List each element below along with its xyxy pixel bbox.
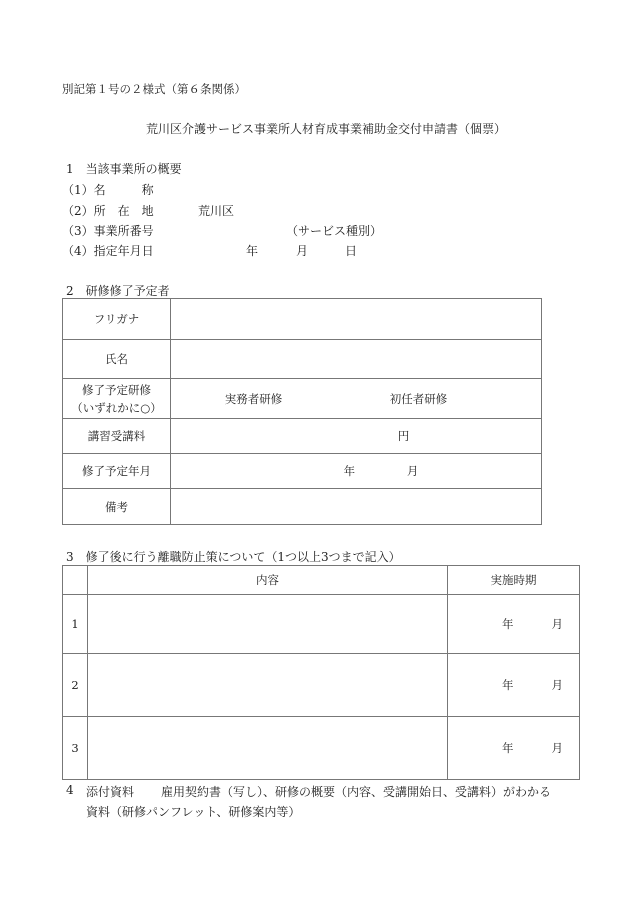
facility-name-row bbox=[62, 181, 154, 198]
measure-period-field[interactable]: 年 月 bbox=[448, 654, 580, 717]
yen-unit: 円 bbox=[397, 429, 410, 443]
row-number: 1 bbox=[63, 595, 88, 654]
furigana-label: フリガナ bbox=[63, 299, 171, 340]
facility-name-label: （1）名 称 bbox=[62, 183, 154, 197]
section4-number: 4 bbox=[66, 783, 74, 797]
attachments-text-line1: 雇用契約書（写し）、研修の概要（内容、受講開始日、受講料）がわかる bbox=[161, 785, 552, 799]
facility-number-label: （3）事業所番号 bbox=[62, 224, 154, 238]
column-header-period: 実施時期 bbox=[448, 566, 580, 595]
section4-label: 添付資料 bbox=[86, 785, 135, 799]
section3-heading: 3 修了後に行う離職防止策について（1つ以上3つまで記入） bbox=[66, 550, 401, 564]
table-header-row bbox=[63, 566, 580, 595]
table-row bbox=[63, 489, 542, 525]
option-initial-training[interactable]: 初任者研修 bbox=[389, 391, 448, 406]
column-header-no bbox=[63, 566, 88, 595]
column-header-content: 内容 bbox=[88, 566, 448, 595]
table-row bbox=[63, 654, 580, 717]
section2-heading: 2 研修修了予定者 bbox=[66, 284, 170, 298]
tuition-label: 講習受講料 bbox=[63, 419, 171, 454]
name-field[interactable] bbox=[171, 340, 542, 379]
designation-month: 月 bbox=[296, 244, 309, 258]
attachments-text-line2: 資料（研修パンフレット、研修案内等） bbox=[86, 805, 301, 819]
table-row bbox=[63, 595, 580, 654]
completion-date-field[interactable] bbox=[171, 454, 542, 489]
address-label: （2）所 在 地 bbox=[62, 204, 154, 218]
table-row bbox=[63, 299, 542, 340]
measure-period-field[interactable]: 年 月 bbox=[448, 595, 580, 654]
table-row bbox=[63, 419, 542, 454]
furigana-field[interactable] bbox=[171, 299, 542, 340]
table-row bbox=[63, 717, 580, 780]
planned-training-options bbox=[171, 379, 542, 419]
completion-month: 月 bbox=[406, 464, 419, 478]
completion-year: 年 bbox=[343, 464, 356, 478]
table-row bbox=[63, 340, 542, 379]
table-row bbox=[63, 379, 542, 419]
designation-date-label: （4）指定年月日 bbox=[62, 244, 154, 258]
measure-content-field[interactable] bbox=[88, 595, 448, 654]
table-row bbox=[63, 454, 542, 489]
service-type-label: （サービス種別） bbox=[286, 224, 383, 238]
facility-number-row bbox=[62, 222, 154, 239]
measure-period-field[interactable]: 年 月 bbox=[448, 717, 580, 780]
row-number: 2 bbox=[63, 654, 88, 717]
retention-measures-table bbox=[62, 565, 580, 780]
completion-date-label: 修了予定年月 bbox=[63, 454, 171, 489]
name-label: 氏名 bbox=[63, 340, 171, 379]
address-row bbox=[62, 202, 154, 219]
section1-heading: 1 当該事業所の概要 bbox=[66, 162, 182, 176]
measure-content-field[interactable] bbox=[88, 717, 448, 780]
designation-date-row bbox=[62, 242, 154, 259]
designation-year: 年 bbox=[246, 244, 259, 258]
tuition-field[interactable] bbox=[171, 419, 542, 454]
document-title: 荒川区介護サービス事業所人材育成事業補助金交付申請書（個票） bbox=[145, 122, 506, 136]
designation-day: 日 bbox=[345, 244, 358, 258]
remarks-label: 備考 bbox=[63, 489, 171, 525]
row-number: 3 bbox=[63, 717, 88, 780]
planned-training-label: 修了予定研修 （いずれかに○） bbox=[63, 379, 171, 419]
address-value: 荒川区 bbox=[198, 204, 235, 218]
trainee-table bbox=[62, 298, 542, 525]
measure-content-field[interactable] bbox=[88, 654, 448, 717]
form-number: 別記第１号の２様式（第６条関係） bbox=[62, 82, 246, 96]
remarks-field[interactable] bbox=[171, 489, 542, 525]
option-practitioner-training[interactable]: 実務者研修 bbox=[224, 391, 283, 406]
